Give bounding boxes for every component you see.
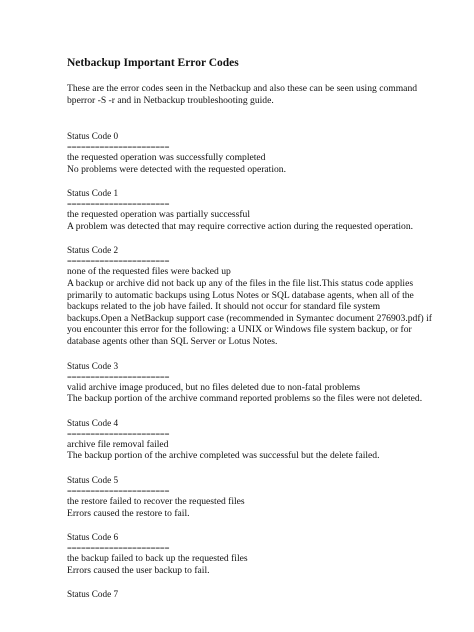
status-summary: the requested operation was partially successful bbox=[67, 209, 251, 221]
status-code-block-5 bbox=[67, 475, 434, 519]
status-code-heading: Status Code 4 bbox=[67, 417, 119, 428]
status-code-block-6 bbox=[67, 532, 434, 576]
status-code-block-3 bbox=[67, 361, 434, 405]
intro-paragraph: These are the error codes seen in the Netbackup and also these can be seen using command bperror -S -r and in Netbackup troubleshooting guide. bbox=[67, 83, 418, 106]
separator-line: ====================== bbox=[67, 371, 170, 382]
status-detail: The backup portion of the archive completed was successful but the delete failed. bbox=[67, 450, 380, 462]
status-code-heading: Status Code 2 bbox=[67, 245, 119, 256]
status-summary: the requested operation was successfully completed bbox=[67, 152, 266, 163]
status-detail: A backup or archive did not back up any of the files in the file list.This status code applies primarily to automatic backups using Lotus Notes or SQL database agents, when all of the backups related to the job have failed. It should not occur for standard file system backups.Open a NetBackup support case (recommended in Symantec document 276903.pdf) if you encounter this error for the following: a UNIX or Windows file system backup, or for database agents other than SQL Server or Lotus Notes. bbox=[67, 277, 432, 347]
status-summary: none of the requested files were backed up bbox=[67, 266, 231, 278]
status-detail: A problem was detected that may require corrective action during the requested operation. bbox=[67, 220, 414, 232]
status-code-block-1 bbox=[67, 188, 434, 232]
status-code-block-2 bbox=[67, 245, 434, 347]
status-code-block-0 bbox=[67, 131, 434, 175]
status-code-heading: Status Code 7 bbox=[67, 589, 119, 600]
status-summary: valid archive image produced, but no files deleted due to non-fatal problems bbox=[67, 381, 361, 393]
status-code-heading: Status Code 1 bbox=[67, 188, 119, 199]
status-code-heading: Status Code 3 bbox=[67, 360, 119, 371]
status-detail: Errors caused the restore to fail. bbox=[67, 507, 190, 519]
status-detail: Errors caused the user backup to fail. bbox=[67, 564, 210, 576]
separator-line: ====================== bbox=[67, 256, 170, 267]
status-code-heading: Status Code 5 bbox=[67, 474, 119, 485]
status-code-heading: Status Code 0 bbox=[67, 131, 119, 141]
separator-line: ====================== bbox=[67, 543, 170, 554]
status-code-block-7 bbox=[67, 589, 434, 600]
status-detail: The backup portion of the archive command reported problems so the files were not deleted. bbox=[67, 393, 423, 405]
separator-line: ====================== bbox=[67, 199, 170, 210]
separator-line: ====================== bbox=[67, 485, 170, 496]
status-summary: the backup failed to back up the requested files bbox=[67, 553, 248, 565]
separator-line: ====================== bbox=[67, 428, 170, 439]
status-code-heading: Status Code 6 bbox=[67, 532, 119, 543]
status-code-block-4 bbox=[67, 418, 434, 462]
status-summary: the restore failed to recover the requested files bbox=[67, 495, 245, 507]
status-summary: archive file removal failed bbox=[67, 438, 169, 450]
status-detail: No problems were detected with the requested operation. bbox=[67, 163, 286, 175]
separator-line: ====================== bbox=[67, 142, 170, 152]
document-title: Netbackup Important Error Codes bbox=[67, 57, 239, 69]
